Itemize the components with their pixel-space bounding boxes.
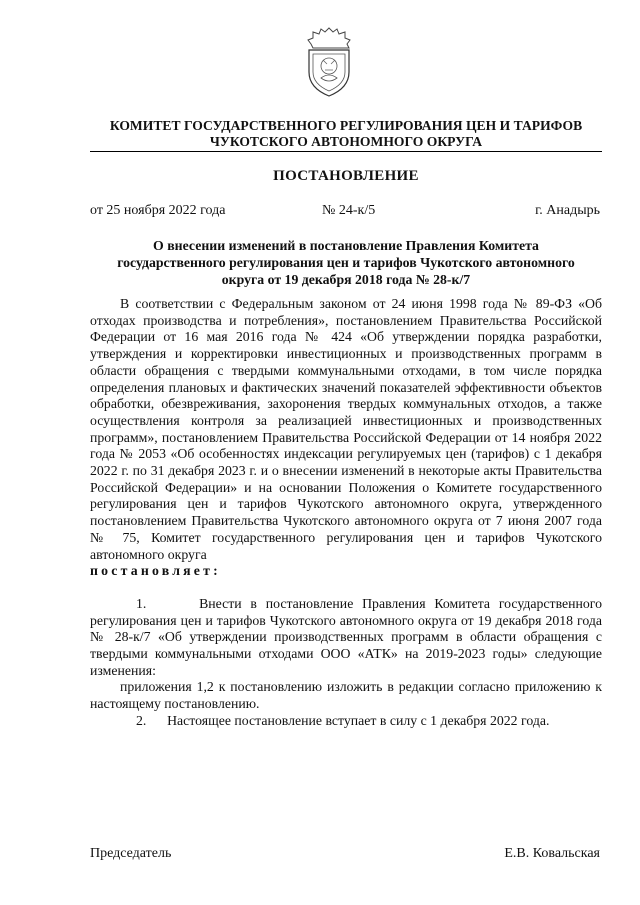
- document-date: от 25 ноября 2022 года: [90, 203, 226, 218]
- document-body: [90, 296, 602, 730]
- organization-line-1: КОМИТЕТ ГОСУДАРСТВЕННОГО РЕГУЛИРОВАНИЯ ЦЕН И ТАРИФОВ: [109, 118, 583, 133]
- document-number: № 24-к/5: [322, 203, 376, 218]
- coat-of-arms-icon: [303, 26, 355, 100]
- signer-role: Председатель: [90, 846, 172, 861]
- preamble-paragraph: В соответствии с Федеральным законом от 24 июня 1998 года № 89-ФЗ «Об отходах производства и потребления», постановлением Правительства Российской Федерации от 16 мая 2016 года № 424 «Об утверждении порядка разработки, утверждения и корректировки инвестиционных и производственных программ в области обращения с твердыми коммунальными отходами, в том числе порядка определения плановых и фактических значений показателей эффективности объектов обработки, обезвреживания, захоронения твердых коммунальных отходов, а также осуществления контроля за реализацией инвестиционных и производственных программ», постановлением Правительства Российской Федерации от 14 ноября 2022 года № 2053 «Об особенностях индексации регулируемых цен (тарифов) с 1 декабря 2022 г. по 31 декабря 2023 г. и о внесении изменений в некоторые акты Правительства Российской Федерации» и на основании Положения о Комитете государственного регулирования цен и тарифов Чукотского автономного округа, утвержденного постановлением Правительства Чукотского автономного округа от 7 июня 2007 года № 75, Комитет государственного регулирования цен и тарифов Чукотского автономного округа: [90, 296, 602, 562]
- item-2-number: 2.: [136, 712, 147, 728]
- item-2-text: Настоящее постановление вступает в силу с 1 декабря 2022 года.: [167, 712, 550, 728]
- document-subject: [90, 237, 602, 288]
- item-2: [90, 713, 602, 730]
- resolve-keyword: постановляет:: [90, 563, 221, 579]
- signer-name: Е.В. Ковальская: [504, 846, 600, 861]
- header-divider: [90, 151, 602, 152]
- subject-line-3: округа от 19 декабря 2018 года № 28-к/7: [221, 272, 471, 287]
- item-1-subparagraph: приложения 1,2 к постановлению изложить в редакции согласно приложению к настоящему постановлению.: [90, 679, 602, 712]
- subject-line-2: государственного регулирования цен и тарифов Чукотского автономного: [117, 255, 575, 270]
- subject-line-1: О внесении изменений в постановление Правления Комитета: [153, 238, 539, 253]
- organization-line-2: ЧУКОТСКОГО АВТОНОМНОГО ОКРУГА: [209, 134, 483, 149]
- item-1-text: Внести в постановление Правления Комитета государственного регулирования цен и тарифов Чукотского автономного округа от 19 декабря 2018 года № 28-к/7 «Об утверждении производственных программ в области обращения с твердыми коммунальными отходами ООО «АТК» на 2019-2023 годы» следующие изменения:: [90, 595, 602, 678]
- organization-name: [90, 118, 602, 150]
- item-1: [90, 596, 602, 680]
- document-type: ПОСТАНОВЛЕНИЕ: [273, 168, 419, 184]
- item-1-number: 1.: [136, 595, 147, 611]
- document-city: г. Анадырь: [535, 203, 600, 218]
